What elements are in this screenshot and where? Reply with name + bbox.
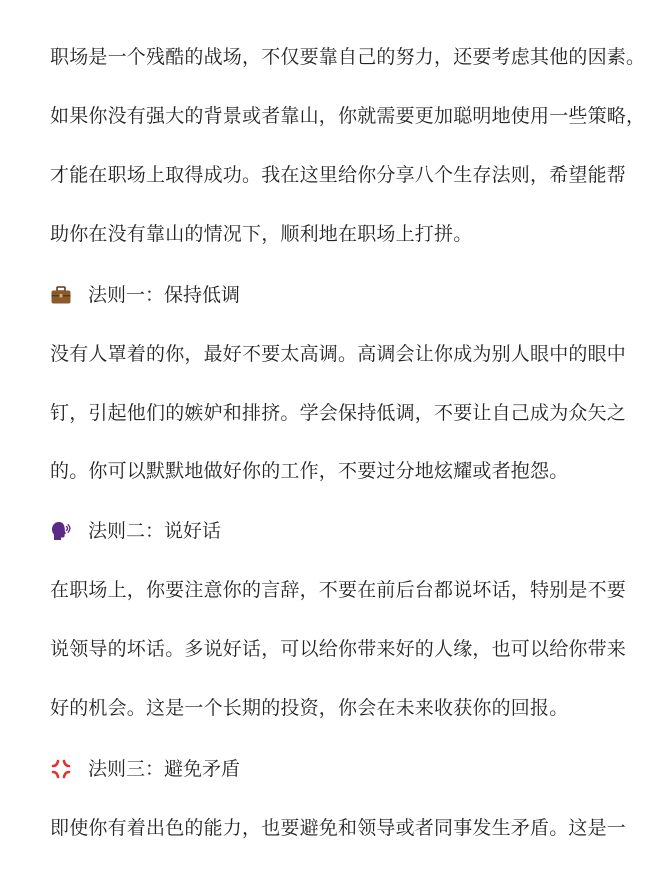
section-heading-1 <box>50 280 240 310</box>
section-1-line-1: 没有人罩着的你，最好不要太高调。高调会让你成为别人眼中的眼中 <box>50 343 627 365</box>
section-heading-3 <box>50 754 240 784</box>
section-3-line-1: 即使你有着出色的能力，也要避免和领导或者同事发生矛盾。这是一 <box>50 817 627 839</box>
section-1-line-2: 钉，引起他们的嫉妒和排挤。学会保持低调，不要让自己成为众矢之 <box>50 402 627 424</box>
section-1-line-3: 的。你可以默默地做好你的工作，不要过分地炫耀或者抱怨。 <box>50 460 569 482</box>
section-title-1: 法则一：保持低调 <box>88 284 241 306</box>
section-title-3: 法则三：避免矛盾 <box>88 758 241 780</box>
section-2-line-1: 在职场上，你要注意你的言辞，不要在前后台都说坏话，特别是不要 <box>50 579 627 601</box>
intro-line-4: 助你在没有靠山的情况下，顺利地在职场上打拼。 <box>50 223 473 245</box>
anger-symbol-icon <box>50 758 72 780</box>
intro-line-3: 才能在职场上取得成功。我在这里给你分享八个生存法则，希望能帮 <box>50 164 627 186</box>
section-2-line-3: 好的机会。这是一个长期的投资，你会在未来收获你的回报。 <box>50 697 569 719</box>
speaking-head-icon <box>50 520 72 542</box>
section-heading-2 <box>50 516 221 546</box>
briefcase-icon <box>50 284 72 306</box>
intro-line-1: 职场是一个残酷的战场，不仅要靠自己的努力，还要考虑其他的因素。 <box>50 46 646 68</box>
section-2-line-2: 说领导的坏话。多说好话，可以给你带来好的人缘，也可以给你带来 <box>50 638 627 660</box>
intro-line-2: 如果你没有强大的背景或者靠山，你就需要更加聪明地使用一些策略， <box>50 105 646 127</box>
section-title-2: 法则二：说好话 <box>88 520 222 542</box>
